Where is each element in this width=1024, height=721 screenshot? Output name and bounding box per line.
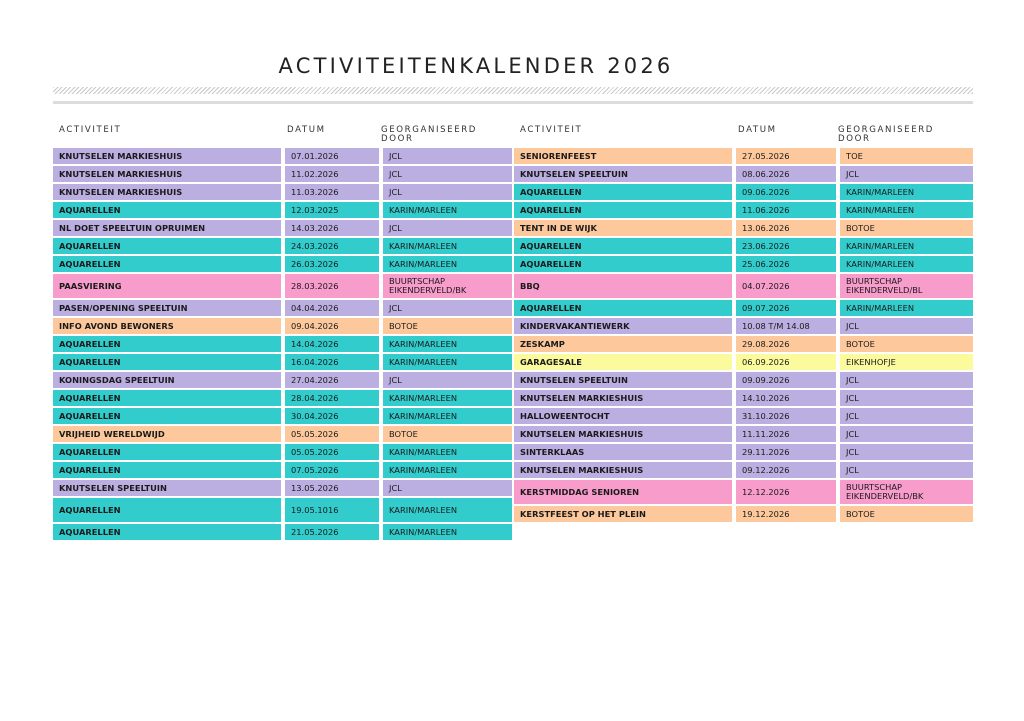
activity-cell: KERSTFEEST OP HET PLEIN (514, 506, 732, 522)
date-cell: 19.05.1016 (285, 498, 379, 522)
activity-cell: KNUTSELEN SPEELTUIN (514, 372, 732, 388)
organizer-cell: KARIN/MARLEEN (840, 184, 973, 200)
table-row (514, 390, 973, 406)
date-cell: 11.11.2026 (736, 426, 836, 442)
date-cell: 04.04.2026 (285, 300, 379, 316)
activity-cell: AQUARELLEN (53, 256, 281, 272)
table-row (53, 274, 512, 298)
date-cell: 27.04.2026 (285, 372, 379, 388)
activity-cell: AQUARELLEN (53, 354, 281, 370)
organizer-cell: KARIN/MARLEEN (383, 524, 512, 540)
organizer-cell: JCL (840, 444, 973, 460)
header-georganiseerd: GEORGANISEERD DOOR (838, 125, 935, 144)
organizer-cell: JCL (840, 408, 973, 424)
organizer-cell: JCL (383, 480, 512, 496)
activity-cell: KNUTSELEN SPEELTUIN (514, 166, 732, 182)
table-header (514, 124, 973, 146)
activity-cell: HALLOWEENTOCHT (514, 408, 732, 424)
table-row (514, 256, 973, 272)
table-row (53, 372, 512, 388)
activity-cell: AQUARELLEN (53, 444, 281, 460)
table-row (53, 220, 512, 236)
date-cell: 12.12.2026 (736, 480, 836, 504)
activity-cell: PAASVIERING (53, 274, 281, 298)
activity-cell: KERSTMIDDAG SENIOREN (514, 480, 732, 504)
header-georganiseerd: GEORGANISEERD DOOR (381, 125, 478, 144)
organizer-cell: EIKENHOFJE (840, 354, 973, 370)
organizer-cell: KARIN/MARLEEN (383, 498, 512, 522)
date-cell: 09.09.2026 (736, 372, 836, 388)
table-row (53, 390, 512, 406)
table-row (53, 238, 512, 254)
organizer-cell: BUURTSCHAP EIKENDERVELD/BL (840, 274, 973, 298)
table-row (53, 256, 512, 272)
date-cell: 05.05.2026 (285, 444, 379, 460)
date-cell: 09.07.2026 (736, 300, 836, 316)
date-cell: 23.06.2026 (736, 238, 836, 254)
table-row (514, 336, 973, 352)
activity-cell: KNUTSELEN MARKIESHUIS (53, 166, 281, 182)
table-row (53, 318, 512, 334)
organizer-cell: JCL (383, 300, 512, 316)
organizer-cell: KARIN/MARLEEN (383, 238, 512, 254)
date-cell: 28.04.2026 (285, 390, 379, 406)
activity-cell: AQUARELLEN (514, 300, 732, 316)
activity-cell: AQUARELLEN (53, 238, 281, 254)
date-cell: 11.02.2026 (285, 166, 379, 182)
table-row (514, 444, 973, 460)
date-cell: 12.03.2025 (285, 202, 379, 218)
table-row (53, 444, 512, 460)
organizer-cell: BOTOE (383, 426, 512, 442)
date-cell: 09.04.2026 (285, 318, 379, 334)
organizer-cell: JCL (383, 148, 512, 164)
organizer-cell: KARIN/MARLEEN (383, 354, 512, 370)
organizer-cell: BOTOE (840, 506, 973, 522)
activity-cell: KNUTSELEN MARKIESHUIS (53, 148, 281, 164)
organizer-cell: JCL (383, 220, 512, 236)
header-datum: DATUM (287, 125, 326, 135)
activity-cell: KNUTSELEN MARKIESHUIS (514, 390, 732, 406)
organizer-cell: KARIN/MARLEEN (840, 300, 973, 316)
activity-cell: TENT IN DE WIJK (514, 220, 732, 236)
activity-cell: KNUTSELEN MARKIESHUIS (53, 184, 281, 200)
table-row (53, 354, 512, 370)
table-row (53, 498, 512, 522)
activity-cell: AQUARELLEN (53, 524, 281, 540)
activity-cell: KNUTSELEN SPEELTUIN (53, 480, 281, 496)
organizer-cell: JCL (383, 166, 512, 182)
activity-cell: INFO AVOND BEWONERS (53, 318, 281, 334)
organizer-cell: BUURTSCHAP EIKENDERVELD/BK (383, 274, 512, 298)
date-cell: 09.12.2026 (736, 462, 836, 478)
organizer-cell: JCL (840, 318, 973, 334)
table-row (53, 426, 512, 442)
table-row (53, 166, 512, 182)
organizer-cell: JCL (840, 372, 973, 388)
organizer-cell: BOTOE (840, 220, 973, 236)
activity-cell: GARAGESALE (514, 354, 732, 370)
organizer-cell: KARIN/MARLEEN (383, 408, 512, 424)
right-calendar-table (514, 124, 973, 522)
date-cell: 05.05.2026 (285, 426, 379, 442)
solid-divider (53, 101, 973, 104)
table-row (514, 202, 973, 218)
hatched-divider (53, 87, 973, 94)
date-cell: 09.06.2026 (736, 184, 836, 200)
table-header (53, 124, 512, 146)
table-row (514, 274, 973, 298)
table-row (514, 238, 973, 254)
organizer-cell: KARIN/MARLEEN (840, 202, 973, 218)
organizer-cell: KARIN/MARLEEN (840, 238, 973, 254)
table-row (514, 408, 973, 424)
organizer-cell: JCL (383, 184, 512, 200)
organizer-cell: KARIN/MARLEEN (383, 202, 512, 218)
table-row (53, 408, 512, 424)
activity-cell: KNUTSELEN MARKIESHUIS (514, 426, 732, 442)
organizer-cell: TOE (840, 148, 973, 164)
date-cell: 19.12.2026 (736, 506, 836, 522)
activity-cell: ZESKAMP (514, 336, 732, 352)
activity-cell: AQUARELLEN (514, 202, 732, 218)
date-cell: 10.08 T/M 14.08 (736, 318, 836, 334)
organizer-cell: KARIN/MARLEEN (840, 256, 973, 272)
activity-cell: AQUARELLEN (53, 408, 281, 424)
date-cell: 14.04.2026 (285, 336, 379, 352)
page-title: ACTIVITEITENKALENDER 2026 (278, 54, 674, 78)
date-cell: 11.03.2026 (285, 184, 379, 200)
date-cell: 13.06.2026 (736, 220, 836, 236)
activity-cell: SENIORENFEEST (514, 148, 732, 164)
organizer-cell: JCL (383, 372, 512, 388)
header-activiteit: ACTIVITEIT (520, 125, 583, 135)
right-table-body (514, 148, 973, 522)
date-cell: 06.09.2026 (736, 354, 836, 370)
date-cell: 25.06.2026 (736, 256, 836, 272)
table-row (53, 202, 512, 218)
organizer-cell: BUURTSCHAP EIKENDERVELD/BK (840, 480, 973, 504)
organizer-cell: BOTOE (840, 336, 973, 352)
organizer-cell: JCL (840, 426, 973, 442)
date-cell: 29.11.2026 (736, 444, 836, 460)
organizer-cell: BOTOE (383, 318, 512, 334)
activity-cell: KINDERVAKANTIEWERK (514, 318, 732, 334)
date-cell: 16.04.2026 (285, 354, 379, 370)
activity-cell: AQUARELLEN (53, 202, 281, 218)
table-row (514, 480, 973, 504)
table-row (53, 148, 512, 164)
table-row (53, 184, 512, 200)
table-row (53, 480, 512, 496)
activity-cell: NL DOET SPEELTUIN OPRUIMEN (53, 220, 281, 236)
date-cell: 29.08.2026 (736, 336, 836, 352)
date-cell: 07.05.2026 (285, 462, 379, 478)
date-cell: 08.06.2026 (736, 166, 836, 182)
table-row (514, 318, 973, 334)
table-row (514, 506, 973, 522)
table-row (53, 524, 512, 540)
header-datum: DATUM (738, 125, 777, 135)
left-calendar-table (53, 124, 512, 540)
table-row (53, 336, 512, 352)
table-row (514, 220, 973, 236)
table-row (514, 166, 973, 182)
activity-cell: VRIJHEID WERELDWIJD (53, 426, 281, 442)
activity-cell: SINTERKLAAS (514, 444, 732, 460)
activity-cell: AQUARELLEN (53, 390, 281, 406)
date-cell: 13.05.2026 (285, 480, 379, 496)
activity-cell: PASEN/OPENING SPEELTUIN (53, 300, 281, 316)
date-cell: 26.03.2026 (285, 256, 379, 272)
date-cell: 07.01.2026 (285, 148, 379, 164)
activity-cell: KONINGSDAG SPEELTUIN (53, 372, 281, 388)
activity-cell: AQUARELLEN (514, 256, 732, 272)
organizer-cell: JCL (840, 462, 973, 478)
date-cell: 14.10.2026 (736, 390, 836, 406)
organizer-cell: KARIN/MARLEEN (383, 256, 512, 272)
table-row (514, 184, 973, 200)
organizer-cell: KARIN/MARLEEN (383, 462, 512, 478)
table-row (53, 300, 512, 316)
activity-cell: AQUARELLEN (514, 184, 732, 200)
date-cell: 11.06.2026 (736, 202, 836, 218)
table-row (53, 462, 512, 478)
organizer-cell: JCL (840, 390, 973, 406)
table-row (514, 354, 973, 370)
activity-cell: KNUTSELEN MARKIESHUIS (514, 462, 732, 478)
table-row (514, 300, 973, 316)
header-activiteit: ACTIVITEIT (59, 125, 122, 135)
table-row (514, 372, 973, 388)
date-cell: 28.03.2026 (285, 274, 379, 298)
date-cell: 24.03.2026 (285, 238, 379, 254)
date-cell: 04.07.2026 (736, 274, 836, 298)
date-cell: 21.05.2026 (285, 524, 379, 540)
left-table-body (53, 148, 512, 540)
activity-cell: AQUARELLEN (514, 238, 732, 254)
organizer-cell: KARIN/MARLEEN (383, 390, 512, 406)
date-cell: 30.04.2026 (285, 408, 379, 424)
table-row (514, 148, 973, 164)
date-cell: 27.05.2026 (736, 148, 836, 164)
date-cell: 14.03.2026 (285, 220, 379, 236)
organizer-cell: KARIN/MARLEEN (383, 336, 512, 352)
organizer-cell: KARIN/MARLEEN (383, 444, 512, 460)
activity-cell: AQUARELLEN (53, 498, 281, 522)
activity-cell: BBQ (514, 274, 732, 298)
activity-cell: AQUARELLEN (53, 462, 281, 478)
date-cell: 31.10.2026 (736, 408, 836, 424)
table-row (514, 462, 973, 478)
organizer-cell: JCL (840, 166, 973, 182)
table-row (514, 426, 973, 442)
activity-cell: AQUARELLEN (53, 336, 281, 352)
